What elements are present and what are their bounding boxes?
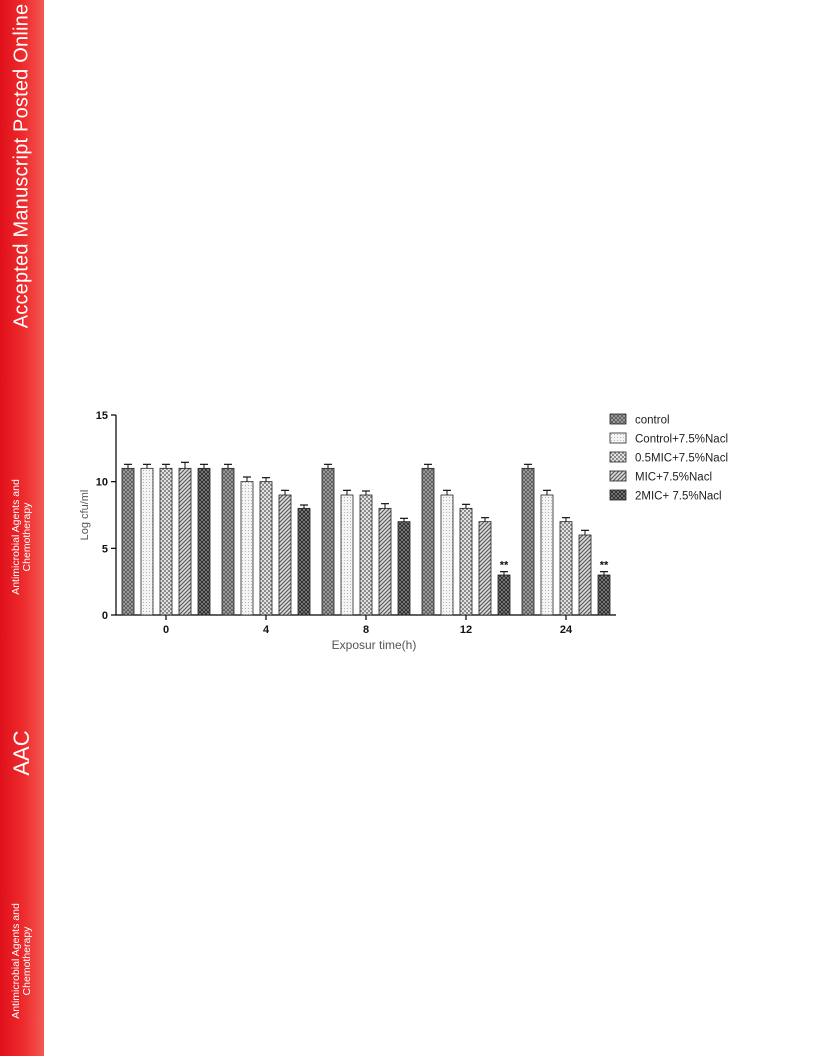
legend-swatch: [610, 452, 626, 462]
y-tick-label: 10: [95, 476, 108, 489]
bar: [598, 575, 610, 615]
legend-label: 2MIC+ 7.5%Nacl: [635, 490, 722, 503]
bar: [360, 495, 372, 615]
journal-name-line1: Antimicrobial Agents and: [10, 479, 22, 595]
bar: [460, 508, 472, 615]
bar: [579, 535, 591, 615]
bar-chart-figure: [70, 400, 770, 660]
bar: [222, 468, 234, 615]
bar: [122, 468, 134, 615]
significance-marker: **: [599, 559, 609, 572]
y-tick-label: 5: [101, 543, 108, 556]
bar: [441, 495, 453, 615]
x-ticks: [163, 615, 573, 636]
bar: [260, 482, 272, 615]
bar: [141, 468, 153, 615]
journal-name-bottom: [11, 903, 33, 1019]
legend-label: MIC+7.5%Nacl: [635, 471, 713, 484]
bar: [241, 482, 253, 615]
significance-annotations: [500, 560, 609, 572]
bar: [379, 508, 391, 615]
x-tick-label: 12: [459, 624, 473, 636]
bar: [198, 468, 210, 615]
bar-chart: [70, 400, 770, 660]
bars: [122, 462, 610, 615]
journal-abbreviation: AAC: [9, 730, 34, 776]
y-tick-label: 15: [95, 410, 108, 422]
y-axis-label: Log cfu/ml: [79, 489, 91, 541]
bar: [298, 508, 310, 615]
bar: [522, 468, 534, 615]
journal-name-line2: Chemotherapy: [21, 502, 33, 572]
bar: [279, 495, 291, 615]
legend-swatch: [610, 414, 626, 424]
journal-name-top: [11, 479, 33, 595]
legend: [610, 414, 728, 503]
bar: [160, 468, 172, 615]
x-tick-label: 0: [162, 624, 170, 636]
bar: [179, 468, 191, 615]
journal-name-line2: Chemotherapy: [21, 926, 33, 996]
legend-label: 0.5MIC+7.5%Nacl: [635, 452, 728, 465]
bar: [398, 522, 410, 615]
legend-label: Control+7.5%Nacl: [635, 433, 729, 446]
legend-swatch: [610, 490, 626, 500]
x-tick-label: 4: [262, 624, 270, 636]
x-axis-label: Exposur time(h): [331, 638, 417, 652]
bar: [479, 522, 491, 615]
legend-swatch: [610, 433, 626, 443]
bar: [541, 495, 553, 615]
journal-name-line1: Antimicrobial Agents and: [10, 903, 22, 1019]
significance-marker: **: [499, 559, 509, 572]
bar: [422, 468, 434, 615]
x-tick-label: 24: [559, 624, 573, 636]
bar: [560, 522, 572, 615]
bar: [498, 575, 510, 615]
bar: [341, 495, 353, 615]
journal-sidebar: [0, 0, 44, 1056]
legend-swatch: [610, 471, 626, 481]
bar: [322, 468, 334, 615]
accepted-manuscript-banner: Accepted Manuscript Posted Online: [10, 3, 33, 329]
y-tick-label: 0: [101, 610, 108, 622]
y-ticks: [96, 410, 116, 622]
x-tick-label: 8: [362, 624, 370, 636]
legend-label: control: [635, 414, 670, 427]
